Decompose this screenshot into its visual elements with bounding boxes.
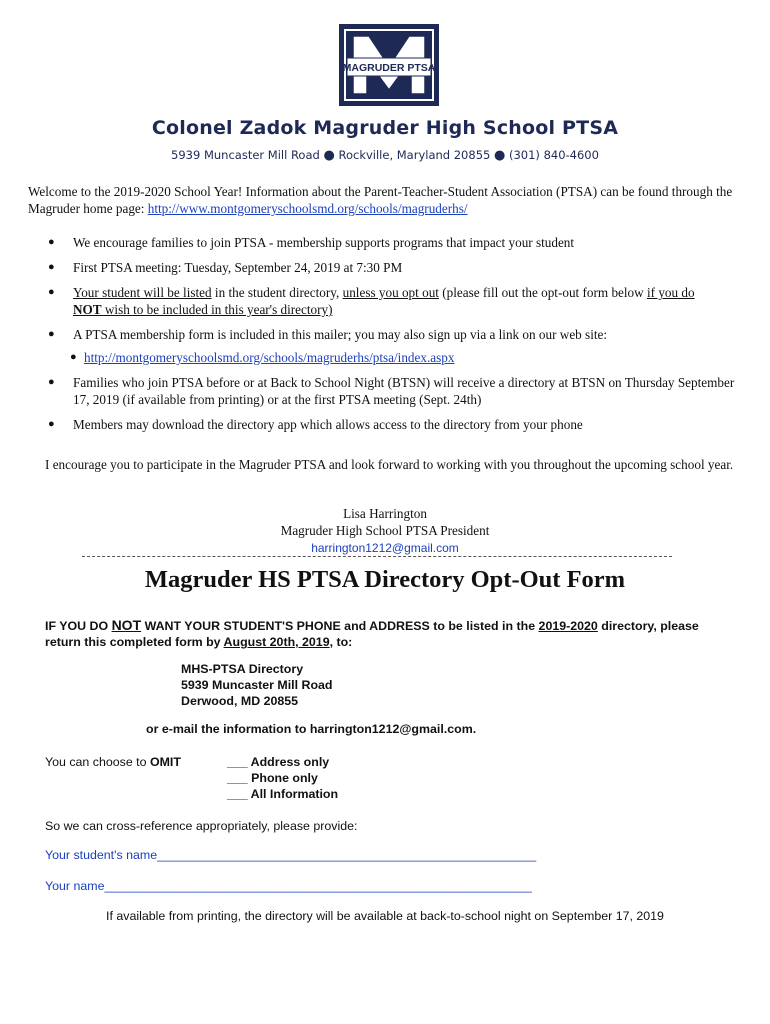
school-title: Colonel Zadok Magruder High School PTSA (151, 117, 619, 139)
bullet-icon: ● (48, 328, 55, 340)
omit-options (227, 754, 338, 802)
magruder-home-link[interactable]: http://www.montgomeryschoolsmd.org/schools/magruderhs/ (147, 201, 468, 216)
bullet-text: if you do (646, 285, 695, 300)
bullet-text: in the student directory, (211, 285, 343, 300)
instr-text: NOT (111, 617, 142, 633)
list-item (48, 416, 738, 433)
bullet-text: unless you opt out (342, 285, 439, 300)
bullet-text: First PTSA meeting: Tuesday, September 24, 2019 at 7:30 PM (73, 260, 403, 275)
intro-text: Welcome to the 2019-2020 School Year! Information about the Parent-Teacher-Student Association (PTSA) can be found through the Magruder home page: (28, 184, 733, 216)
signature-email[interactable]: harrington1212@gmail.com (311, 541, 459, 555)
form-instructions (45, 617, 735, 650)
cross-reference-note: So we can cross-reference appropriately, please provide: (45, 819, 358, 833)
instr-text: 2019-2020 (538, 619, 598, 633)
email-instructions: or e-mail the information to harrington1212@gmail.com. (146, 722, 477, 736)
bullet-text: NOT (73, 302, 102, 317)
bullet-text: We encourage families to join PTSA - membership supports programs that impact your student (73, 235, 575, 250)
bullet-text: wish to be included in this year's directory) (101, 302, 333, 317)
instr-text: , to: (329, 635, 353, 649)
omit-word: OMIT (149, 755, 181, 769)
list-item (48, 349, 738, 366)
list-item (48, 374, 738, 408)
omit-label (45, 754, 181, 770)
omit-option-all[interactable]: ___ All Information (227, 787, 339, 801)
bullet-text: Families who join PTSA before or at Back to School Night (BTSN) will receive a directory at BTSN on Thursday September 17, 2019 (if available from printing) or at the first PTSA meeting (Sept. 24th) (73, 375, 735, 407)
mailing-line: MHS-PTSA Directory (181, 662, 304, 676)
signature-role: Magruder High School PTSA President (280, 523, 490, 538)
list-item (48, 326, 738, 343)
mailing-line: Derwood, MD 20855 (181, 694, 299, 708)
address-street: 5939 Muncaster Mill Road (171, 148, 320, 162)
address-city: Rockville, Maryland 20855 (338, 148, 491, 162)
instr-text: August 20th, 2019 (223, 635, 330, 649)
omit-prefix: You can choose to (45, 755, 150, 769)
instr-text: IF YOU DO (45, 619, 112, 633)
bullet-icon: ● (48, 236, 55, 248)
form-title: Magruder HS PTSA Directory Opt-Out Form (144, 566, 626, 593)
omit-option-address[interactable]: ___ Address only (227, 755, 330, 769)
instr-text: WANT YOUR STUDENT'S PHONE and ADDRESS to be listed in the (141, 619, 539, 633)
logo-text: MAGRUDER PTSA (342, 62, 436, 74)
bullet-icon: ● (48, 286, 55, 298)
separator-dot: ● (323, 148, 335, 163)
student-name-field[interactable]: Your student's name_______________________________________________________ (45, 848, 537, 862)
directory-availability-note: If available from printing, the directory will be available at back-to-school night on September 17, 2019 (106, 909, 664, 923)
magruder-ptsa-logo (339, 24, 439, 106)
bullet-text: Members may download the directory app which allows access to the directory from your phone (73, 417, 583, 432)
bullet-text: (please fill out the opt-out form below (438, 285, 647, 300)
your-name-field[interactable]: Your name______________________________________________________________ (45, 879, 532, 893)
bullet-text: A PTSA membership form is included in this mailer; you may also sign up via a link on our web site: (73, 327, 608, 342)
list-item (48, 284, 738, 318)
school-address (0, 148, 770, 163)
closing-paragraph: I encourage you to participate in the Magruder PTSA and look forward to working with you throughout the upcoming school year. (45, 457, 734, 472)
signature-name: Lisa Harrington (343, 506, 427, 521)
list-item (48, 234, 738, 251)
address-phone: (301) 840-4600 (508, 148, 599, 162)
mailing-address (181, 661, 333, 709)
bullet-icon: ● (48, 261, 55, 273)
bullet-icon: ● (70, 351, 77, 363)
instr-text: directory, please return this completed form by (45, 619, 699, 649)
separator-dot: ● (493, 148, 506, 163)
mailing-line: 5939 Muncaster Mill Road (181, 678, 333, 692)
bullet-icon: ● (48, 376, 55, 388)
info-bullet-list (48, 234, 738, 433)
list-item (48, 259, 738, 276)
intro-paragraph (28, 183, 748, 217)
bullet-text: Your student will be listed (73, 285, 212, 300)
bullet-icon: ● (48, 418, 55, 430)
cut-line-divider (82, 556, 672, 557)
omit-option-phone[interactable]: ___ Phone only (227, 771, 318, 785)
ptsa-site-link[interactable]: http://montgomeryschoolsmd.org/schools/magruderhs/ptsa/index.aspx (84, 350, 455, 365)
